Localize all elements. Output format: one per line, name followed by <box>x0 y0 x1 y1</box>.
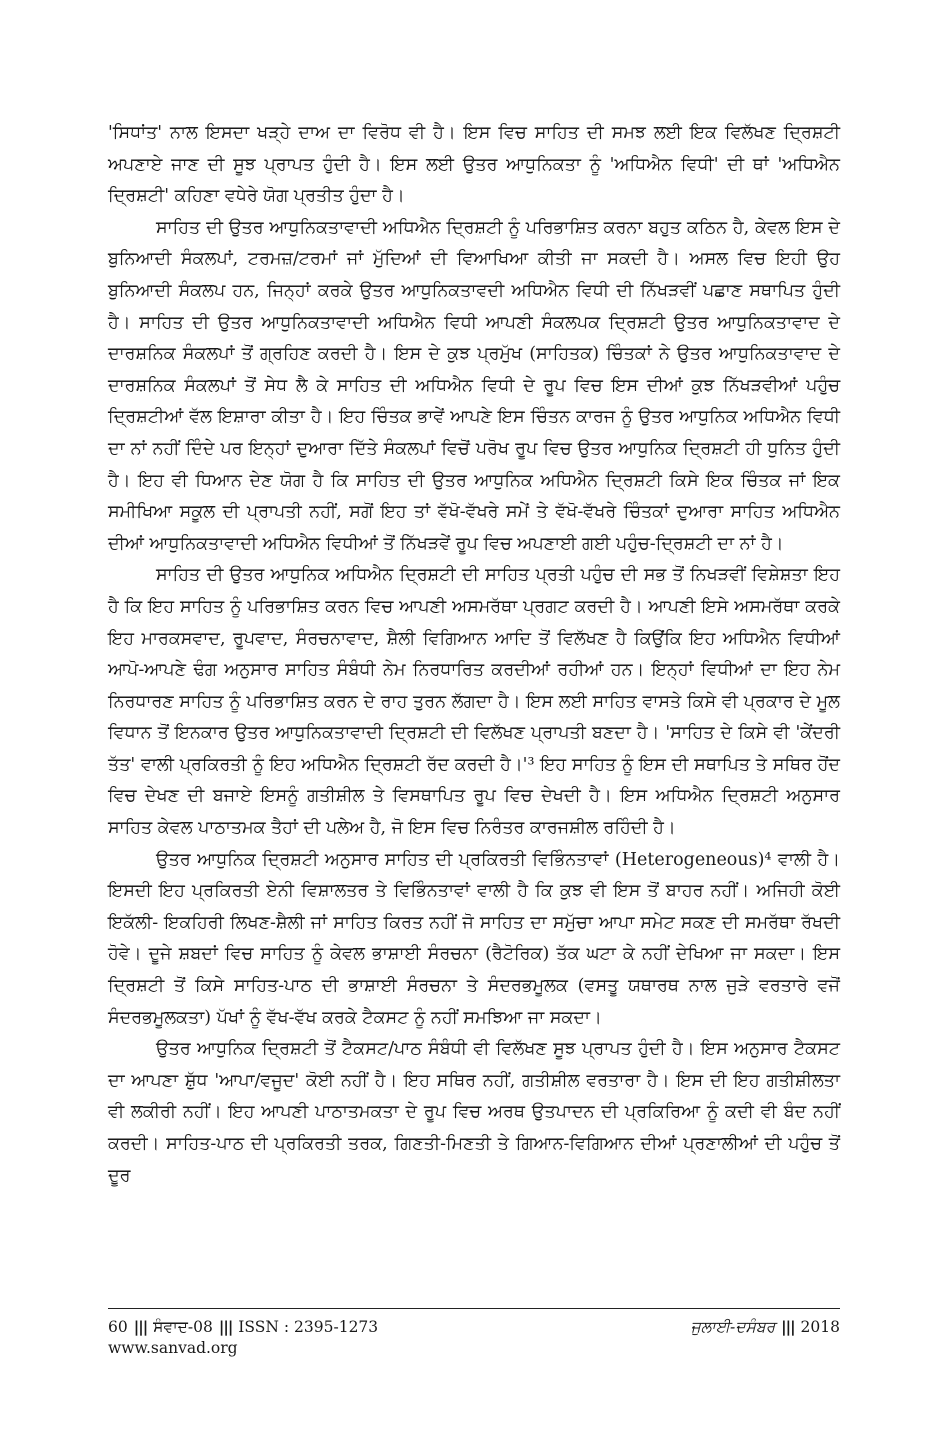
issue-year: 2018 <box>800 1318 840 1336</box>
page-footer <box>108 1308 840 1358</box>
footer-row <box>108 1317 840 1337</box>
separator-icon: ||| <box>781 1318 795 1336</box>
paragraph-2: ਸਾਹਿਤ ਦੀ ਉਤਰ ਆਧੁਨਿਕਤਾਵਾਦੀ ਅਧਿਐਨ ਦ੍ਰਿਸ਼ਟੀ ਨੂੰ ਪਰਿਭਾਸ਼ਿਤ ਕਰਨਾ ਬਹੁਤ ਕਠਿਨ ਹੈ, ਕੇਵਲ ਇਸ ਦੇ ਬੁਨਿਆਦੀ ਸੰਕਲਪਾਂ, ਟਰਮਜ਼/ਟਰਮਾਂ ਜਾਂ ਮੁੱਦਿਆਂ ਦੀ ਵਿਆਖਿਆ ਕੀਤੀ ਜਾ ਸਕਦੀ ਹੈ। ਅਸਲ ਵਿਚ ਇਹੀ ਉਹ ਬੁਨਿਆਦੀ ਸੰਕਲਪ ਹਨ, ਜਿਨ੍ਹਾਂ ਕਰਕੇ ਉਤਰ ਆਧੁਨਿਕਤਾਵਦੀ ਅਧਿਐਨ ਵਿਧੀ ਦੀ ਨਿੱਖੜਵੀਂ ਪਛਾਣ ਸਥਾਪਿਤ ਹੁੰਦੀ ਹੈ। ਸਾਹਿਤ ਦੀ ਉਤਰ ਆਧੁਨਿਕਤਾਵਾਦੀ ਅਧਿਐਨ ਵਿਧੀ ਆਪਣੀ ਸੰਕਲਪਕ ਦ੍ਰਿਸ਼ਟੀ ਉਤਰ ਆਧੁਨਿਕਤਾਵਾਦ ਦੇ ਦਾਰਸ਼ਨਿਕ ਸੰਕਲਪਾਂ ਤੋਂ ਗ੍ਰਹਿਣ ਕਰਦੀ ਹੈ। ਇਸ ਦੇ ਕੁਝ ਪ੍ਰਮੁੱਖ (ਸਾਹਿਤਕ) ਚਿੰਤਕਾਂ ਨੇ ਉਤਰ ਆਧੁਨਿਕਤਾਵਾਦ ਦੇ ਦਾਰਸ਼ਨਿਕ ਸੰਕਲਪਾਂ ਤੋਂ ਸੇਧ ਲੈ ਕੇ ਸਾਹਿਤ ਦੀ ਅਧਿਐਨ ਵਿਧੀ ਦੇ ਰੂਪ ਵਿਚ ਇਸ ਦੀਆਂ ਕੁਝ ਨਿੱਖੜਵੀਆਂ ਪਹੁੰਚ ਦ੍ਰਿਸ਼ਟੀਆਂ ਵੱਲ ਇਸ਼ਾਰਾ ਕੀਤਾ ਹੈ। ਇਹ ਚਿੰਤਕ ਭਾਵੇਂ ਆਪਣੇ ਇਸ ਚਿੰਤਨ ਕਾਰਜ ਨੂੰ ਉਤਰ ਆਧੁਨਿਕ ਅਧਿਐਨ ਵਿਧੀ ਦਾ ਨਾਂ ਨਹੀਂ ਦਿੰਦੇ ਪਰ ਇਨ੍ਹਾਂ ਦੁਆਰਾ ਦਿੱਤੇ ਸੰਕਲਪਾਂ ਵਿਚੋਂ ਪਰੋਖ ਰੂਪ ਵਿਚ ਉਤਰ ਆਧੁਨਿਕ ਦ੍ਰਿਸ਼ਟੀ ਹੀ ਧੁਨਿਤ ਹੁੰਦੀ ਹੈ। ਇਹ ਵੀ ਧਿਆਨ ਦੇਣ ਯੋਗ ਹੈ ਕਿ ਸਾਹਿਤ ਦੀ ਉਤਰ ਆਧੁਨਿਕ ਅਧਿਐਨ ਦ੍ਰਿਸ਼ਟੀ ਕਿਸੇ ਇਕ ਚਿੰਤਕ ਜਾਂ ਇਕ ਸਮੀਖਿਆ ਸਕੂਲ ਦੀ ਪ੍ਰਾਪਤੀ ਨਹੀਂ, ਸਗੋਂ ਇਹ ਤਾਂ ਵੱਖੋ-ਵੱਖਰੇ ਸਮੇਂ ਤੇ ਵੱਖੋ-ਵੱਖਰੇ ਚਿੰਤਕਾਂ ਦੁਆਰਾ ਸਾਹਿਤ ਅਧਿਐਨ ਦੀਆਂ ਆਧੁਨਿਕਤਾਵਾਦੀ ਅਧਿਐਨ ਵਿਧੀਆਂ ਤੋਂ ਨਿੱਖੜਵੇਂ ਰੂਪ ਵਿਚ ਅਪਣਾਈ ਗਈ ਪਹੁੰਚ-ਦ੍ਰਿਸ਼ਟੀ ਦਾ ਨਾਂ ਹੈ। <box>108 217 840 554</box>
issue-period: ਜੁਲਾਈ-ਦਸੰਬਰ <box>690 1318 776 1336</box>
paragraph-3: ਸਾਹਿਤ ਦੀ ਉਤਰ ਆਧੁਨਿਕ ਅਧਿਐਨ ਦ੍ਰਿਸ਼ਟੀ ਦੀ ਸਾਹਿਤ ਪ੍ਰਤੀ ਪਹੁੰਚ ਦੀ ਸਭ ਤੋਂ ਨਿਖੜਵੀਂ ਵਿਸ਼ੇਸ਼ਤਾ ਇਹ ਹੈ ਕਿ ਇਹ ਸਾਹਿਤ ਨੂੰ ਪਰਿਭਾਸ਼ਿਤ ਕਰਨ ਵਿਚ ਆਪਣੀ ਅਸਮਰੱਥਾ ਪ੍ਰਗਟ ਕਰਦੀ ਹੈ। ਆਪਣੀ ਇਸੇ ਅਸਮਰੱਥਾ ਕਰਕੇ ਇਹ ਮਾਰਕਸਵਾਦ, ਰੂਪਵਾਦ, ਸੰਰਚਨਾਵਾਦ, ਸ਼ੈਲੀ ਵਿਗਿਆਨ ਆਦਿ ਤੋਂ ਵਿਲੱਖਣ ਹੈ ਕਿਉਂਕਿ ਇਹ ਅਧਿਐਨ ਵਿਧੀਆਂ ਆਪੋ-ਆਪਣੇ ਢੰਗ ਅਨੁਸਾਰ ਸਾਹਿਤ ਸੰਬੰਧੀ ਨੇਮ ਨਿਰਧਾਰਿਤ ਕਰਦੀਆਂ ਰਹੀਆਂ ਹਨ। ਇਨ੍ਹਾਂ ਵਿਧੀਆਂ ਦਾ ਇਹ ਨੇਮ ਨਿਰਧਾਰਣ ਸਾਹਿਤ ਨੂੰ ਪਰਿਭਾਸ਼ਿਤ ਕਰਨ ਦੇ ਰਾਹ ਤੁਰਨ ਲੱਗਦਾ ਹੈ। ਇਸ ਲਈ ਸਾਹਿਤ ਵਾਸਤੇ ਕਿਸੇ ਵੀ ਪ੍ਰਕਾਰ ਦੇ ਮੂਲ ਵਿਧਾਨ ਤੋਂ ਇਨਕਾਰ ਉਤਰ ਆਧੁਨਿਕਤਾਵਾਦੀ ਦ੍ਰਿਸ਼ਟੀ ਦੀ ਵਿਲੱਖਣ ਪ੍ਰਾਪਤੀ ਬਣਦਾ ਹੈ। 'ਸਾਹਿਤ ਦੇ ਕਿਸੇ ਵੀ 'ਕੇਂਦਰੀ ਤੱਤ' ਵਾਲੀ ਪ੍ਰਕਿਰਤੀ ਨੂੰ ਇਹ ਅਧਿਐਨ ਦ੍ਰਿਸ਼ਟੀ ਰੱਦ ਕਰਦੀ ਹੈ।'³ ਇਹ ਸਾਹਿਤ ਨੂੰ ਇਸ ਦੀ ਸਥਾਪਿਤ ਤੇ ਸਥਿਰ ਹੋਂਦ ਵਿਚ ਦੇਖਣ ਦੀ ਬਜਾਏ ਇਸਨੂੰ ਗਤੀਸ਼ੀਲ ਤੇ ਵਿਸਥਾਪਿਤ ਰੂਪ ਵਿਚ ਦੇਖਦੀ ਹੈ। ਇਸ ਅਧਿਐਨ ਦ੍ਰਿਸ਼ਟੀ ਅਨੁਸਾਰ ਸਾਹਿਤ ਕੇਵਲ ਪਾਠਾਤਮਕ ਤੈਹਾਂ ਦੀ ਪਲੇਅ ਹੈ, ਜੋ ਇਸ ਵਿਚ ਨਿਰੰਤਰ ਕਾਰਜਸ਼ੀਲ ਰਹਿੰਦੀ ਹੈ। <box>108 565 840 839</box>
footer-left <box>108 1317 378 1337</box>
paragraph-1: 'ਸਿਧਾਂਤ' ਨਾਲ ਇਸਦਾ ਖੜ੍ਹੇ ਦਾਅ ਦਾ ਵਿਰੋਧ ਵੀ ਹੈ। ਇਸ ਵਿਚ ਸਾਹਿਤ ਦੀ ਸਮਝ ਲਈ ਇਕ ਵਿਲੱਖਣ ਦ੍ਰਿਸ਼ਟੀ ਅਪਣਾਏ ਜਾਣ ਦੀ ਸੂਝ ਪ੍ਰਾਪਤ ਹੁੰਦੀ ਹੈ। ਇਸ ਲਈ ਉਤਰ ਆਧੁਨਿਕਤਾ ਨੂੰ 'ਅਧਿਐਨ ਵਿਧੀ' ਦੀ ਥਾਂ 'ਅਧਿਐਨ ਦ੍ਰਿਸ਼ਟੀ' ਕਹਿਣਾ ਵਧੇਰੇ ਯੋਗ ਪ੍ਰਤੀਤ ਹੁੰਦਾ ਹੈ। <box>108 123 840 207</box>
paragraph-4: ਉਤਰ ਆਧੁਨਿਕ ਦ੍ਰਿਸ਼ਟੀ ਅਨੁਸਾਰ ਸਾਹਿਤ ਦੀ ਪ੍ਰਕਿਰਤੀ ਵਿਭਿੰਨਤਾਵਾਂ (Heterogeneous)⁴ ਵਾਲੀ ਹੈ। ਇਸਦੀ ਇਹ ਪ੍ਰਕਿਰਤੀ ਏਨੀ ਵਿਸ਼ਾਲਤਰ ਤੇ ਵਿਭਿੰਨਤਾਵਾਂ ਵਾਲੀ ਹੈ ਕਿ ਕੁਝ ਵੀ ਇਸ ਤੋਂ ਬਾਹਰ ਨਹੀਂ। ਅਜਿਹੀ ਕੋਈ ਇਕੱਲੀ- ਇਕਹਿਰੀ ਲਿਖਣ-ਸ਼ੈਲੀ ਜਾਂ ਸਾਹਿਤ ਕਿਰਤ ਨਹੀਂ ਜੋ ਸਾਹਿਤ ਦਾ ਸਮੁੱਚਾ ਆਪਾ ਸਮੇਟ ਸਕਣ ਦੀ ਸਮਰੱਥਾ ਰੱਖਦੀ ਹੋਵੇ। ਦੂਜੇ ਸ਼ਬਦਾਂ ਵਿਚ ਸਾਹਿਤ ਨੂੰ ਕੇਵਲ ਭਾਸ਼ਾਈ ਸੰਰਚਨਾ (ਰੈਟੋਰਿਕ) ਤੱਕ ਘਟਾ ਕੇ ਨਹੀਂ ਦੇਖਿਆ ਜਾ ਸਕਦਾ। ਇਸ ਦ੍ਰਿਸ਼ਟੀ ਤੋਂ ਕਿਸੇ ਸਾਹਿਤ-ਪਾਠ ਦੀ ਭਾਸ਼ਾਈ ਸੰਰਚਨਾ ਤੇ ਸੰਦਰਭਮੂਲਕ (ਵਸਤੂ ਯਥਾਰਥ ਨਾਲ ਜੁੜੇ ਵਰਤਾਰੇ ਵਜੋਂ ਸੰਦਰਭਮੂਲਕਤਾ) ਪੱਖਾਂ ਨੂੰ ਵੱਖ-ਵੱਖ ਕਰਕੇ ਟੈਕਸਟ ਨੂੰ ਨਹੀਂ ਸਮਝਿਆ ਜਾ ਸਕਦਾ। <box>108 849 840 1028</box>
website-url: www.sanvad.org <box>108 1339 238 1357</box>
page-body <box>108 118 840 1192</box>
page-number: 60 <box>108 1318 128 1336</box>
footer-right <box>691 1317 840 1337</box>
journal-name: ਸੰਵਾਦ-08 <box>153 1318 213 1336</box>
issn: ISSN : 2395-1273 <box>238 1318 379 1336</box>
separator-icon: ||| <box>218 1318 233 1336</box>
paragraph-5: ਉਤਰ ਆਧੁਨਿਕ ਦ੍ਰਿਸ਼ਟੀ ਤੋਂ ਟੈਕਸਟ/ਪਾਠ ਸੰਬੰਧੀ ਵੀ ਵਿਲੱਖਣ ਸੂਝ ਪ੍ਰਾਪਤ ਹੁੰਦੀ ਹੈ। ਇਸ ਅਨੁਸਾਰ ਟੈਕਸਟ ਦਾ ਆਪਣਾ ਸ਼ੁੱਧ 'ਆਪਾ/ਵਜੂਦ' ਕੋਈ ਨਹੀਂ ਹੈ। ਇਹ ਸਥਿਰ ਨਹੀਂ, ਗਤੀਸ਼ੀਲ ਵਰਤਾਰਾ ਹੈ। ਇਸ ਦੀ ਇਹ ਗਤੀਸ਼ੀਲਤਾ ਵੀ ਲਕੀਰੀ ਨਹੀਂ। ਇਹ ਆਪਣੀ ਪਾਠਾਤਮਕਤਾ ਦੇ ਰੂਪ ਵਿਚ ਅਰਥ ਉਤਪਾਦਨ ਦੀ ਪ੍ਰਕਿਰਿਆ ਨੂੰ ਕਦੀ ਵੀ ਬੰਦ ਨਹੀਂ ਕਰਦੀ। ਸਾਹਿਤ-ਪਾਠ ਦੀ ਪ੍ਰਕਿਰਤੀ ਤਰਕ, ਗਿਣਤੀ-ਮਿਣਤੀ ਤੇ ਗਿਆਨ-ਵਿਗਿਆਨ ਦੀਆਂ ਪ੍ਰਣਾਲੀਆਂ ਦੀ ਪਹੁੰਚ ਤੋਂ ਦੂਰ <box>108 1039 840 1186</box>
separator-icon: ||| <box>133 1318 148 1336</box>
